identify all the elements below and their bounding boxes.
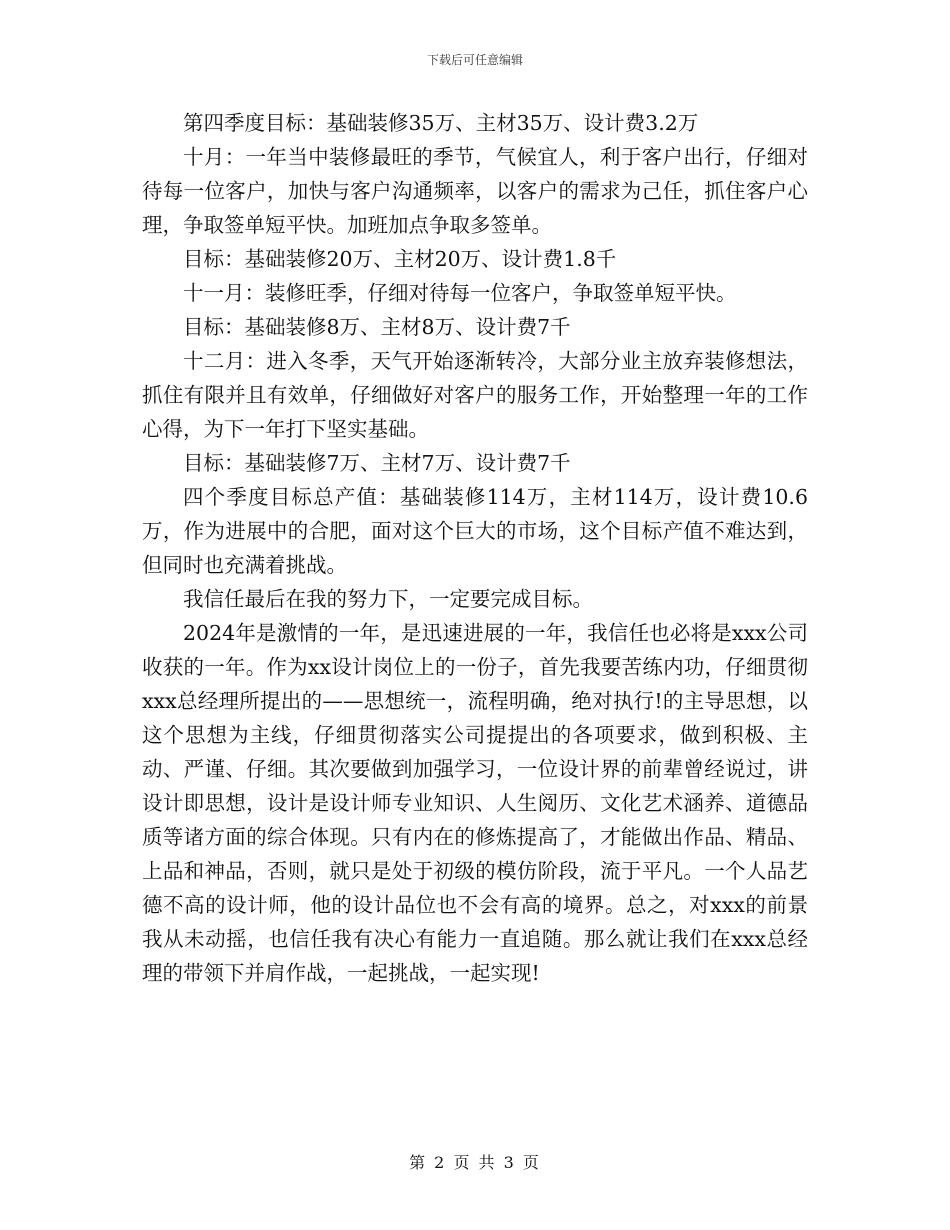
paragraph-annual-total: 四个季度目标总产值：基础装修114万，主材114万，设计费10.6万，作为进展中的合肥，面对这个巨大的市场，这个目标产值不难达到，但同时也充满着挑战。: [142, 485, 808, 577]
page-header: 下载后可任意编辑: [426, 53, 523, 67]
paragraph-october: 十月：一年当中装修最旺的季节，气候宜人，利于客户出行，仔细对待每一位客户，加快与客户沟通频率，以客户的需求为己任，抓住客户心理，争取签单短平快。加班加点争取多签单。: [142, 145, 808, 237]
paragraph-2024-outlook: 2024年是激情的一年，是迅速进展的一年，我信任也必将是xxx公司收获的一年。作为xx设计岗位上的一份子，首先我要苦练内功，仔细贯彻xxx总经理所提出的——思想统一，流程明确，绝对执行!的主导思想，以这个思想为主线，仔细贯彻落实公司提提出的各项要求，做到积极、主动、严谨、仔细。其次要做到加强学习，一位设计界的前辈曾经说过，讲设计即思想，设计是设计师专业知识、人生阅历、文化艺术涵养、道德品质等诸方面的综合体现。只有内在的修炼提高了，才能做出作品、精品、上品和神品，否则，就只是处于初级的模仿阶段，流于平凡。一个人品艺德不高的设计师，他的设计品位也不会有高的境界。总之，对xxx的前景我从未动摇，也信任我有决心有能力一直追随。那么就让我们在xxx总经理的带领下并肩作战，一起挑战，一起实现!: [142, 621, 808, 985]
paragraph-december-target: 目标：基础装修7万、主材7万、设计费7千: [183, 451, 571, 475]
document-body: [142, 106, 808, 990]
paragraph-december: 十二月：进入冬季，天气开始逐渐转冷，大部分业主放弃装修想法，抓住有限并且有效单，仔细做好对客户的服务工作，开始整理一年的工作心得，为下一年打下坚实基础。: [142, 349, 808, 441]
paragraph-november-target: 目标：基础装修8万、主材8万、设计费7千: [183, 315, 571, 339]
paragraph-commitment: 我信任最后在我的努力下，一定要完成目标。: [183, 587, 593, 611]
page-number-footer: 第 2 页 共 3 页: [409, 1153, 541, 1172]
paragraph-november: 十一月：装修旺季，仔细对待每一位客户，争取签单短平快。: [183, 281, 737, 305]
paragraph-q4-target: 第四季度目标：基础装修35万、主材35万、设计费3.2万: [183, 111, 699, 135]
paragraph-october-target: 目标：基础装修20万、主材20万、设计费1.8千: [183, 247, 617, 271]
